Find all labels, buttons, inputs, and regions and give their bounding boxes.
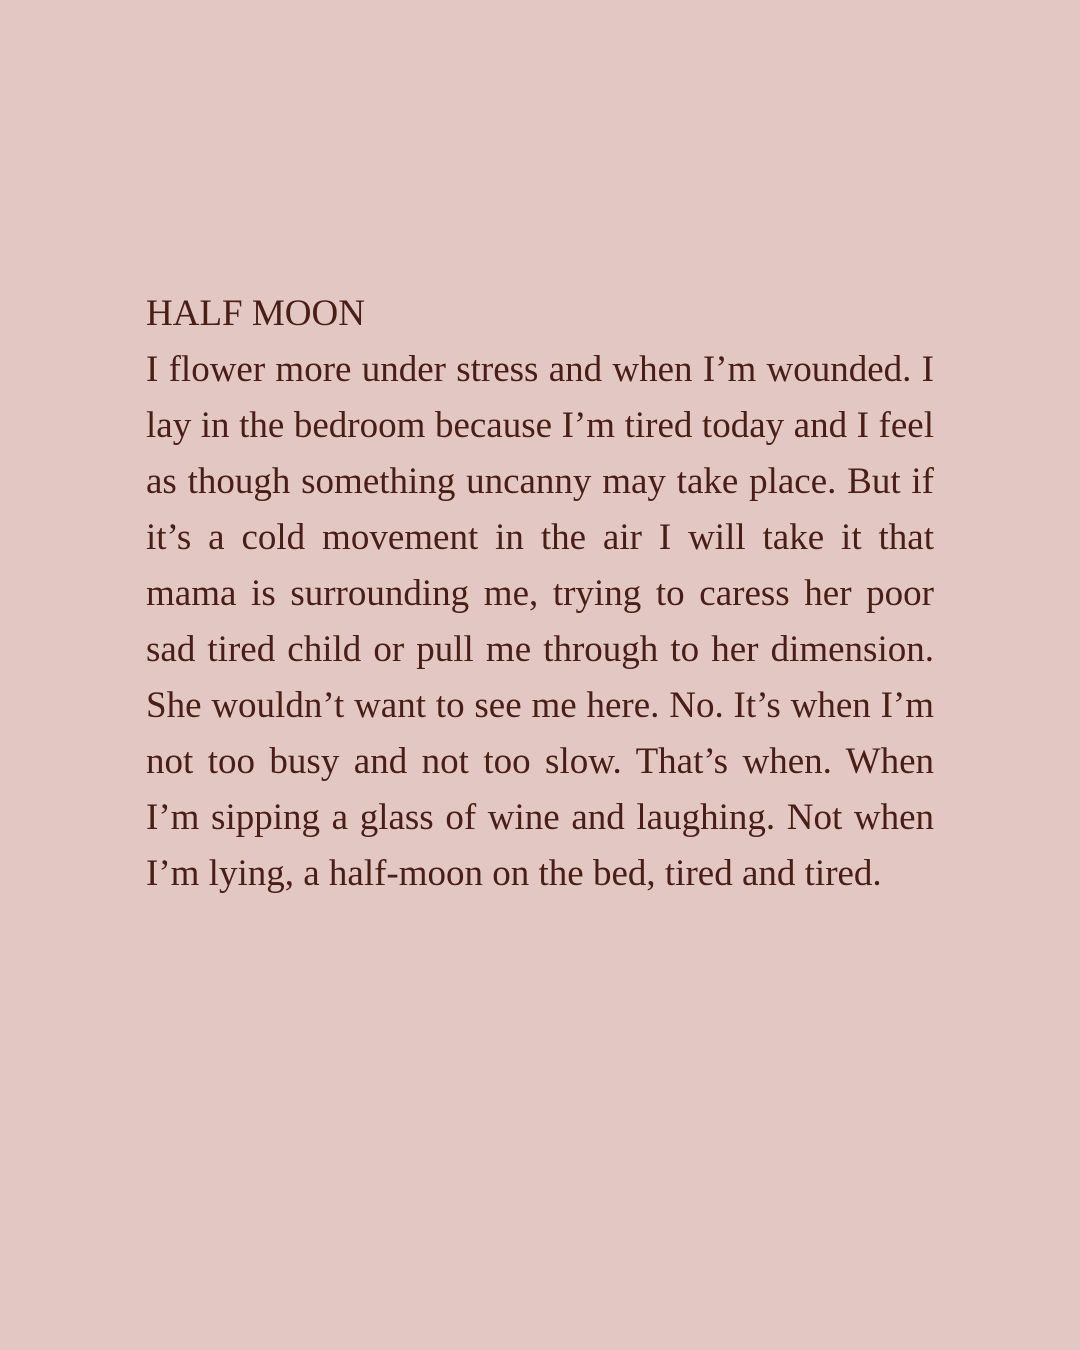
poem-body: I flower more under stress and when I’m wounded. I lay in the bedroom because I’m tired today and I feel as though something uncanny may take place. But if it’s a cold movement in the air I will take it that mama is surrounding me, trying to caress her poor sad tired child or pull me through to her dimension. She wouldn’t want to see me here. No. It’s when I’m not too busy and not too slow. That’s when. When I’m sipping a glass of wine and laughing. Not when I’m lying, a half-moon on the bed, tired and tired.: [146, 349, 934, 894]
poem-block: [146, 286, 934, 902]
poem-title: HALF MOON: [146, 293, 365, 334]
